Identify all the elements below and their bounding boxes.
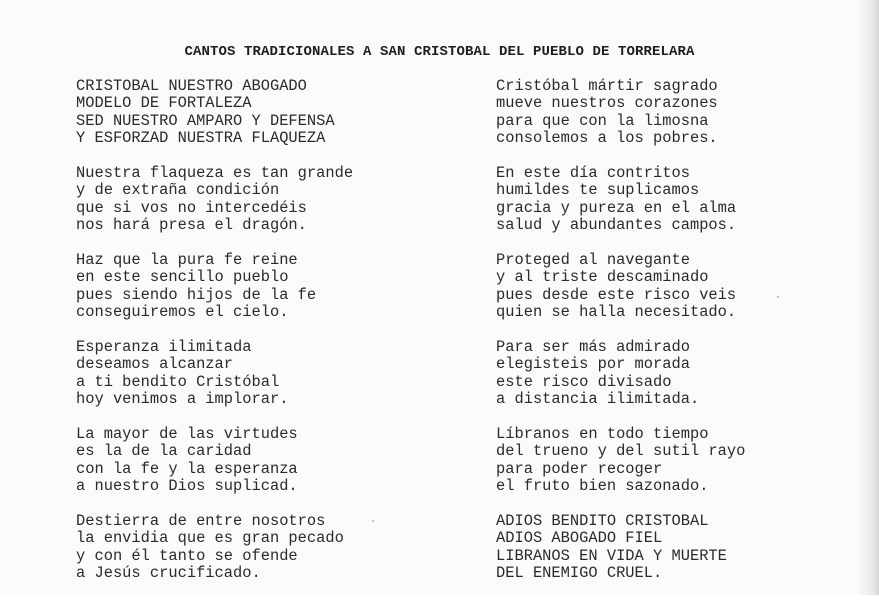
verse-line: SED NUESTRO AMPARO Y DEFENSA bbox=[76, 111, 335, 130]
stanza bbox=[496, 426, 871, 513]
stanza bbox=[76, 252, 476, 339]
verse-line: en este sencillo pueblo bbox=[76, 268, 289, 287]
stanza bbox=[496, 78, 871, 165]
verse-line: La mayor de las virtudes bbox=[76, 425, 298, 443]
verse-line: del trueno y del sutil rayo bbox=[496, 442, 746, 461]
verse-line: que si vos no intercedéis bbox=[76, 198, 307, 217]
verse-line: LIBRANOS EN VIDA Y MUERTE bbox=[496, 546, 727, 565]
verse-line: Líbranos en todo tiempo bbox=[496, 425, 709, 443]
document-title: CANTOS TRADICIONALES A SAN CRISTOBAL DEL PUEBLO DE TORRELARA bbox=[184, 44, 695, 60]
verse-line: consolemos a los pobres. bbox=[496, 129, 718, 148]
verse-line: pues desde este risco veis bbox=[496, 285, 737, 304]
verse-line: es la de la caridad bbox=[76, 442, 252, 461]
verse-line: MODELO DE FORTALEZA bbox=[76, 94, 252, 113]
verse-line: el fruto bien sazonado. bbox=[496, 477, 709, 496]
scan-speck bbox=[777, 296, 779, 298]
stanza bbox=[76, 165, 476, 252]
verse-line: a Jesús crucificado. bbox=[76, 564, 261, 583]
verse-line: hoy venimos a implorar. bbox=[76, 390, 289, 409]
verse-line: Proteged al navegante bbox=[496, 251, 690, 269]
verse-line: con la fe y la esperanza bbox=[76, 459, 298, 478]
verse-line: gracia y pureza en el alma bbox=[496, 198, 737, 217]
verse-line: Para ser más admirado bbox=[496, 338, 690, 356]
verse-line: humildes te suplicamos bbox=[496, 181, 700, 200]
stanza bbox=[76, 426, 476, 513]
verse-line: nos hará presa el dragón. bbox=[76, 216, 307, 235]
verse-line: Destierra de entre nosotros bbox=[76, 512, 326, 530]
stanza bbox=[76, 78, 476, 165]
verse-line: a nuestro Dios suplicad. bbox=[76, 477, 298, 496]
left-column bbox=[76, 78, 476, 600]
stanza bbox=[496, 165, 871, 252]
verse-line: elegisteis por morada bbox=[496, 355, 690, 374]
verse-line: este risco divisado bbox=[496, 372, 672, 391]
verse-line: a ti bendito Cristóbal bbox=[76, 372, 280, 391]
verse-line: y de extraña condición bbox=[76, 181, 280, 200]
stanza bbox=[496, 339, 871, 426]
verse-line: Y ESFORZAD NUESTRA FLAQUEZA bbox=[76, 129, 326, 148]
verse-line: para poder recoger bbox=[496, 459, 663, 478]
verse-line: deseamos alcanzar bbox=[76, 355, 234, 374]
stanza bbox=[496, 252, 871, 339]
verse-line: ADIOS BENDITO CRISTOBAL bbox=[496, 512, 709, 530]
verse-line: Esperanza ilimitada bbox=[76, 338, 252, 356]
verse-line: para que con la limosna bbox=[496, 111, 709, 130]
verse-line: quien se halla necesitado. bbox=[496, 303, 737, 322]
verse-line: Haz que la pura fe reine bbox=[76, 251, 298, 269]
stanza bbox=[76, 339, 476, 426]
verse-line: En este día contritos bbox=[496, 164, 690, 182]
stanza bbox=[76, 513, 476, 600]
verse-line: ADIOS ABOGADO FIEL bbox=[496, 529, 663, 548]
verse-line: Nuestra flaqueza es tan grande bbox=[76, 164, 354, 182]
verse-line: salud y abundantes campos. bbox=[496, 216, 737, 235]
verse-line: mueve nuestros corazones bbox=[496, 94, 718, 113]
verse-line: conseguiremos el cielo. bbox=[76, 303, 289, 322]
verse-line: CRISTOBAL NUESTRO ABOGADO bbox=[76, 77, 307, 95]
verse-line: y con él tanto se ofende bbox=[76, 546, 298, 565]
scan-speck bbox=[372, 520, 374, 522]
verse-line: pues siendo hijos de la fe bbox=[76, 285, 317, 304]
verse-line: la envidia que es gran pecado bbox=[76, 529, 344, 548]
stanza bbox=[496, 513, 871, 600]
verse-line: Cristóbal mártir sagrado bbox=[496, 77, 718, 95]
verse-line: DEL ENEMIGO CRUEL. bbox=[496, 564, 663, 583]
verse-line: a distancia ilimitada. bbox=[496, 390, 700, 409]
verse-line: y al triste descaminado bbox=[496, 268, 709, 287]
right-column bbox=[496, 78, 871, 600]
